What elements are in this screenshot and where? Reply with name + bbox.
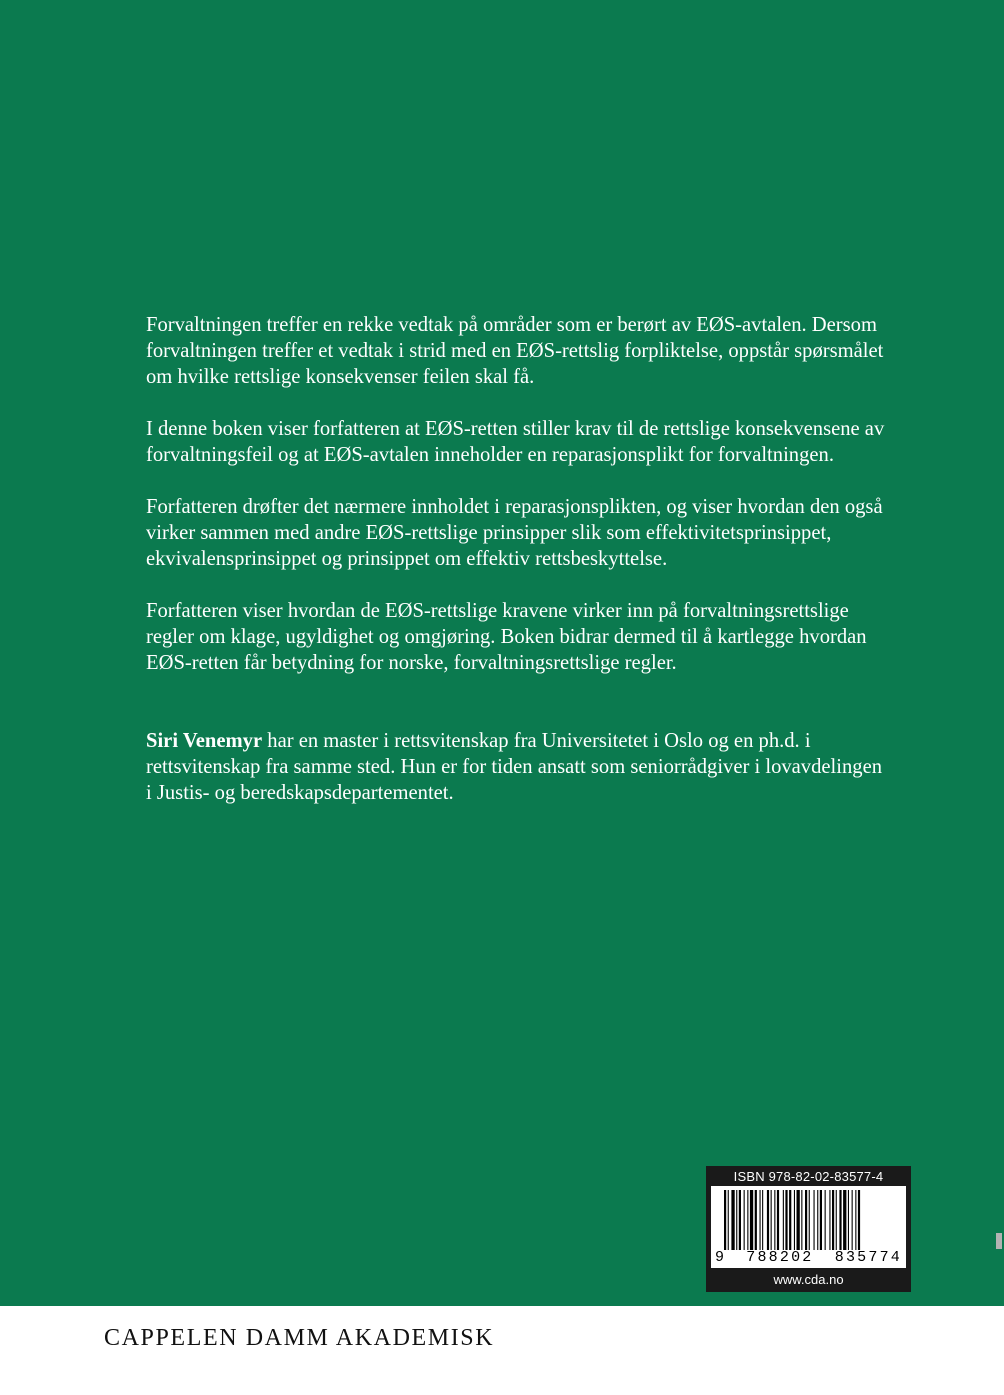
edge-mark [996, 1233, 1002, 1249]
barcode-left-digits: 788202 [746, 1249, 814, 1266]
barcode-right-digits: 835774 [834, 1249, 902, 1266]
author-bio-text: har en master i rettsvitenskap fra Universitetet i Oslo og en ph.d. i rettsvitenskap fra samme sted. Hun er for tiden ansatt som seniorrådgiver i lovavdelingen i Justis- og beredskapsdepartementet. [146, 730, 883, 804]
barcode [711, 1186, 906, 1268]
blurb-paragraph-3: Forfatteren drøfter det nærmere innholdet i reparasjonsplikten, og viser hvordan den også virker sammen med andre EØS-rettslige prinsipper slik som effektivitetsprinsippet, ekvivalensprinsippet og prinsippet om effektiv rettsbeskyttelse. [146, 496, 883, 570]
author-bio [146, 728, 886, 806]
blurb-paragraph-1: Forvaltningen treffer en rekke vedtak på områder som er berørt av EØS-avtalen. Dersom forvaltningen treffer et vedtak i strid med en EØS-rettslig forpliktelse, oppstår spørsmålet om hvilke rettslige konsekvenser feilen skal få. [146, 314, 884, 388]
blurb-paragraph-2: I denne boken viser forfatteren at EØS-retten stiller krav til de rettslige konsekvensene av forvaltningsfeil og at EØS-avtalen inneholder en reparasjonsplikt for forvaltningen. [146, 418, 885, 466]
barcode-bars [724, 1190, 894, 1250]
barcode-digits [711, 1249, 906, 1266]
blurb-paragraph-4: Forfatteren viser hvordan de EØS-rettslige kravene virker inn på forvaltningsrettslige regler om klage, ugyldighet og omgjøring. Boken bidrar dermed til å kartlegge hvordan EØS-retten får betydning for norske, forvaltningsrettslige regler. [146, 600, 867, 674]
isbn-label: ISBN 978-82-02-83577-4 [733, 1169, 884, 1184]
blurb-text [146, 312, 886, 832]
publisher-logo: CAPPELEN DAMM AKADEMISK [104, 1325, 495, 1351]
isbn-barcode-box [706, 1166, 911, 1292]
author-name: Siri Venemyr [146, 730, 263, 752]
publisher-website: www.cda.no [773, 1272, 844, 1287]
barcode-lead-digit: 9 [715, 1249, 725, 1266]
